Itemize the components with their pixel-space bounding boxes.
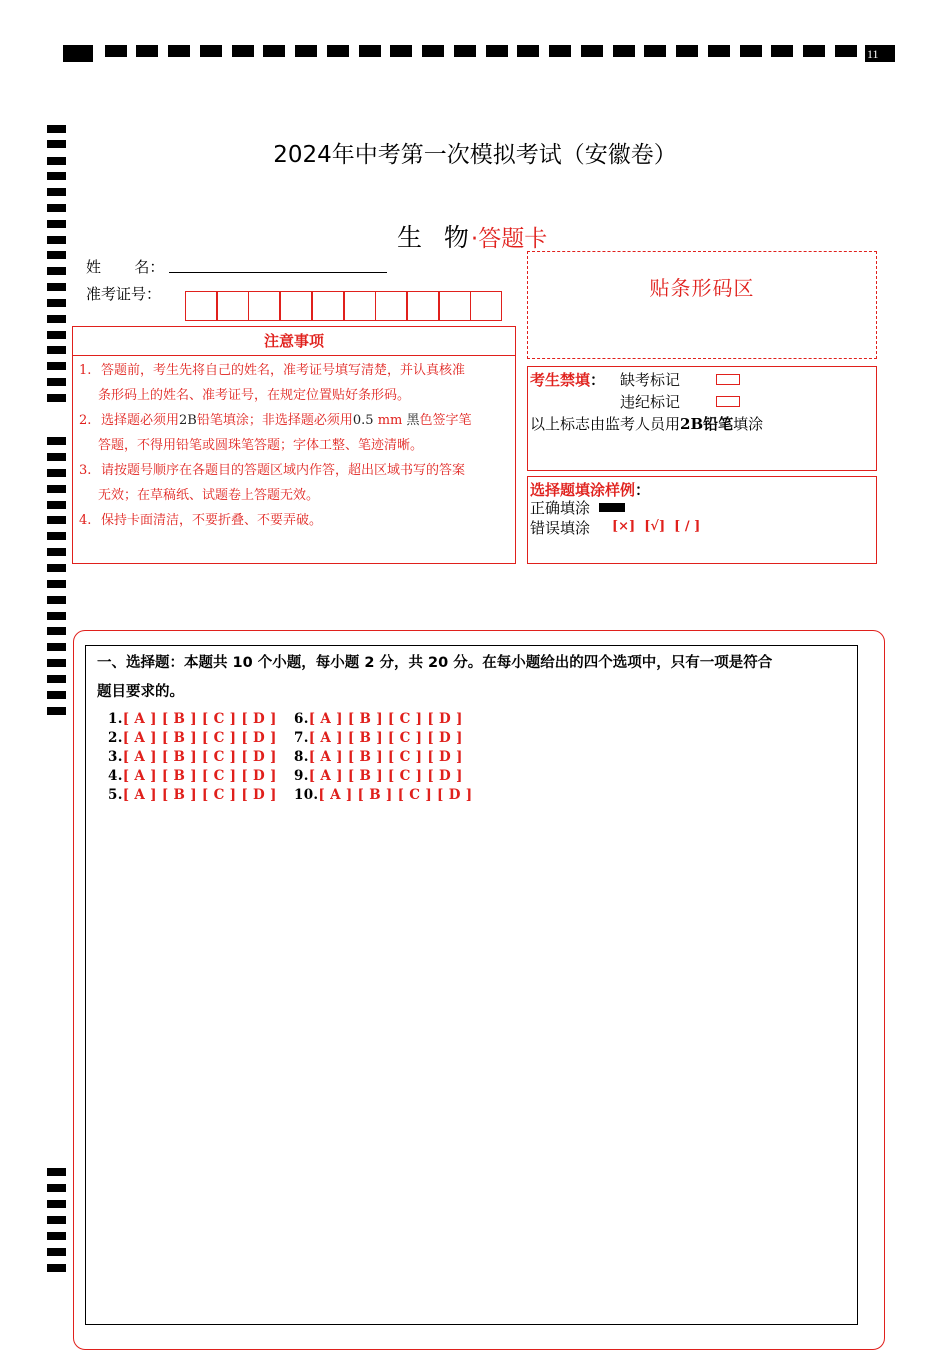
notice-heading: 注意事项 xyxy=(263,332,324,350)
forbidden-note-text: 填涂 xyxy=(733,415,764,433)
timing-mark xyxy=(803,45,825,57)
notice-text: 答题前，考生先将自己的姓名，准考证号填写清楚，并认真核准 xyxy=(101,363,466,378)
section1-heading xyxy=(97,649,857,707)
absent-mark-box[interactable] xyxy=(716,374,740,385)
forbidden-label xyxy=(530,369,605,390)
timing-mark xyxy=(835,45,857,57)
question-row xyxy=(108,749,277,765)
notice-text: 请按题号顺序在各题目的答题区域内作答，超出区域书写的答案 xyxy=(101,463,466,478)
notice-num: 1. xyxy=(79,363,92,378)
timing-mark xyxy=(740,45,762,57)
answer-options[interactable]: [ A ] [ B ] [ C ] [ D ] xyxy=(308,730,463,746)
timing-mark xyxy=(47,516,66,524)
violation-mark-box[interactable] xyxy=(716,396,740,407)
timing-mark xyxy=(47,1184,66,1192)
timing-mark xyxy=(47,643,66,651)
answer-options[interactable]: [ A ] [ B ] [ C ] [ D ] xyxy=(122,787,277,803)
answer-options[interactable]: [ A ] [ B ] [ C ] [ D ] xyxy=(122,730,277,746)
choice-answer-area xyxy=(85,645,858,1325)
forbidden-note-bold: 2B铅笔 xyxy=(680,415,734,433)
timing-mark xyxy=(613,45,635,57)
question-row xyxy=(294,749,463,765)
section1-heading-line: 题目要求的。 xyxy=(97,684,184,700)
timing-mark xyxy=(295,45,317,57)
barcode-area-label: 贴条形码区 xyxy=(649,276,755,300)
timing-mark xyxy=(47,394,66,402)
notice-text: 2B xyxy=(179,413,197,428)
timing-mark xyxy=(47,236,66,244)
id-digit-box[interactable] xyxy=(312,291,344,321)
timing-mark xyxy=(47,1248,66,1256)
timing-mark xyxy=(200,45,222,57)
answer-options[interactable]: [ A ] [ B ] [ C ] [ D ] xyxy=(122,749,277,765)
answer-options[interactable]: [ A ] [ B ] [ C ] [ D ] xyxy=(308,749,463,765)
subject-suffix: ·答题卡 xyxy=(470,226,548,252)
answer-options[interactable]: [ A ] [ B ] [ C ] [ D ] xyxy=(122,711,277,727)
answer-options[interactable]: [ A ] [ B ] [ C ] [ D ] xyxy=(122,768,277,784)
notice-text: 答题，不得用铅笔或圆珠笔答题；字体工整、笔迹清晰。 xyxy=(98,438,424,453)
question-row xyxy=(294,768,463,784)
timing-mark xyxy=(47,267,66,275)
exam-title: 2024年中考第一次模拟考试（安徽卷） xyxy=(273,142,677,168)
timing-mark xyxy=(47,1216,66,1224)
timing-mark xyxy=(232,45,254,57)
timing-mark xyxy=(47,188,66,196)
timing-mark xyxy=(486,45,508,57)
timing-mark xyxy=(390,45,412,57)
notice-item xyxy=(79,358,511,408)
subject-name: 生 物 xyxy=(397,223,471,252)
violation-mark-label: 违纪标记 xyxy=(620,393,681,411)
question-row xyxy=(294,787,472,803)
id-digit-box[interactable] xyxy=(248,291,280,321)
id-digit-box[interactable] xyxy=(344,291,376,321)
top-timing-strip xyxy=(63,45,895,62)
notice-text: 条形码上的姓名、准考证号，在规定位置贴好条形码。 xyxy=(98,388,411,403)
notice-text: 色签字笔 xyxy=(419,413,472,428)
name-field[interactable] xyxy=(169,272,387,273)
timing-mark xyxy=(47,453,66,461)
fill-sample-box xyxy=(527,476,877,564)
wrong-fill-examples: [×] [√] [ / ] xyxy=(612,519,701,534)
timing-mark xyxy=(136,45,158,57)
timing-mark xyxy=(47,1168,66,1176)
question-number: 1. xyxy=(108,711,123,727)
timing-mark xyxy=(47,469,66,477)
timing-mark xyxy=(47,659,66,667)
answer-options[interactable]: [ A ] [ B ] [ C ] [ D ] xyxy=(308,711,463,727)
notice-text: 0.5 xyxy=(352,413,374,428)
notice-text: 选择题必须用 xyxy=(101,413,180,428)
timing-mark xyxy=(517,45,539,57)
timing-mark xyxy=(105,45,127,57)
timing-mark xyxy=(47,627,66,635)
timing-mark xyxy=(47,172,66,180)
timing-mark xyxy=(47,283,66,291)
timing-mark xyxy=(168,45,190,57)
subject-title xyxy=(397,218,547,254)
notice-text: 无效；在草稿纸、试题卷上答题无效。 xyxy=(98,488,320,503)
answer-options[interactable]: [ A ] [ B ] [ C ] [ D ] xyxy=(308,768,463,784)
notice-num: 3. xyxy=(79,463,92,478)
id-digit-box[interactable] xyxy=(185,291,217,321)
question-number: 5. xyxy=(108,787,123,803)
forbidden-colon: ： xyxy=(590,371,606,389)
timing-mark xyxy=(47,532,66,540)
forbidden-note xyxy=(530,413,763,434)
notice-num: 4. xyxy=(79,513,92,528)
timing-mark xyxy=(47,1264,66,1272)
answer-options[interactable]: [ A ] [ B ] [ C ] [ D ] xyxy=(318,787,473,803)
wrong-fill-label: 错误填涂 xyxy=(530,519,591,537)
timing-mark xyxy=(47,251,66,259)
name-label: 姓 名： xyxy=(86,258,165,276)
timing-mark xyxy=(549,45,571,57)
notice-num: 2. xyxy=(79,413,92,428)
page-number: 11 xyxy=(865,45,895,62)
id-digit-box[interactable] xyxy=(375,291,407,321)
question-number: 6. xyxy=(294,711,309,727)
id-digit-box[interactable] xyxy=(407,291,439,321)
question-number: 4. xyxy=(108,768,123,784)
timing-mark xyxy=(47,299,66,307)
notice-item xyxy=(79,508,511,533)
question-number: 7. xyxy=(294,730,309,746)
timing-mark xyxy=(47,675,66,683)
correct-fill-label: 正确填涂 xyxy=(530,499,591,517)
forbidden-note-text: 以上标志由监考人员用 xyxy=(530,415,681,433)
sample-label-text: 选择题填涂样例 xyxy=(530,481,636,499)
notice-text: 铅笔填涂；非选择题必须用 xyxy=(196,413,353,428)
timing-mark xyxy=(47,485,66,493)
timing-mark xyxy=(47,691,66,699)
timing-mark xyxy=(47,612,66,620)
id-digit-box[interactable] xyxy=(217,291,249,321)
id-digit-box[interactable] xyxy=(280,291,312,321)
question-number: 8. xyxy=(294,749,309,765)
id-digit-box[interactable] xyxy=(470,291,502,321)
timing-mark xyxy=(47,346,66,354)
timing-mark xyxy=(47,596,66,604)
timing-mark xyxy=(47,707,66,715)
timing-mark xyxy=(47,437,66,445)
timing-mark xyxy=(327,45,349,57)
question-number: 2. xyxy=(108,730,123,746)
timing-mark xyxy=(454,45,476,57)
timing-mark xyxy=(47,378,66,386)
timing-mark xyxy=(422,45,444,57)
question-row xyxy=(108,711,277,727)
timing-mark xyxy=(47,580,66,588)
timing-mark xyxy=(47,220,66,228)
timing-mark xyxy=(47,548,66,556)
notice-item xyxy=(79,458,511,508)
barcode-area xyxy=(527,251,877,359)
timing-mark xyxy=(359,45,381,57)
timing-mark xyxy=(47,125,66,133)
timing-mark xyxy=(676,45,698,57)
absent-mark-label: 缺考标记 xyxy=(620,371,681,389)
timing-mark xyxy=(63,45,93,62)
question-row xyxy=(294,730,463,746)
timing-mark xyxy=(47,362,66,370)
examinee-forbidden-box xyxy=(527,366,877,471)
notice-text: 保持卡面清洁，不要折叠、不要弄破。 xyxy=(101,513,323,528)
id-digit-box[interactable] xyxy=(439,291,471,321)
timing-mark xyxy=(47,315,66,323)
correct-fill-example xyxy=(599,503,625,512)
timing-mark xyxy=(47,204,66,212)
sample-colon: ： xyxy=(635,481,651,499)
question-number: 3. xyxy=(108,749,123,765)
forbidden-label-text: 考生禁填 xyxy=(530,371,591,389)
question-row xyxy=(108,768,277,784)
timing-mark xyxy=(644,45,666,57)
question-number: 10. xyxy=(294,787,319,803)
question-row xyxy=(294,711,463,727)
timing-mark xyxy=(47,501,66,509)
notice-text: 黑 xyxy=(406,413,420,428)
notice-item xyxy=(79,408,511,458)
notice-header xyxy=(72,326,516,356)
notice-text: mm xyxy=(377,413,403,428)
id-label: 准考证号： xyxy=(86,285,162,303)
timing-mark xyxy=(708,45,730,57)
question-number: 9. xyxy=(294,768,309,784)
timing-mark xyxy=(47,331,66,339)
timing-mark xyxy=(47,564,66,572)
section1-heading-line: 一、选择题：本题共 10 个小题，每小题 2 分，共 20 分。在每小题给出的四个选项中，只有一项是符合 xyxy=(97,655,773,671)
timing-mark xyxy=(581,45,603,57)
timing-mark xyxy=(47,1232,66,1240)
timing-mark xyxy=(263,45,285,57)
timing-mark xyxy=(771,45,793,57)
timing-mark xyxy=(47,1200,66,1208)
question-row xyxy=(108,787,277,803)
question-row xyxy=(108,730,277,746)
